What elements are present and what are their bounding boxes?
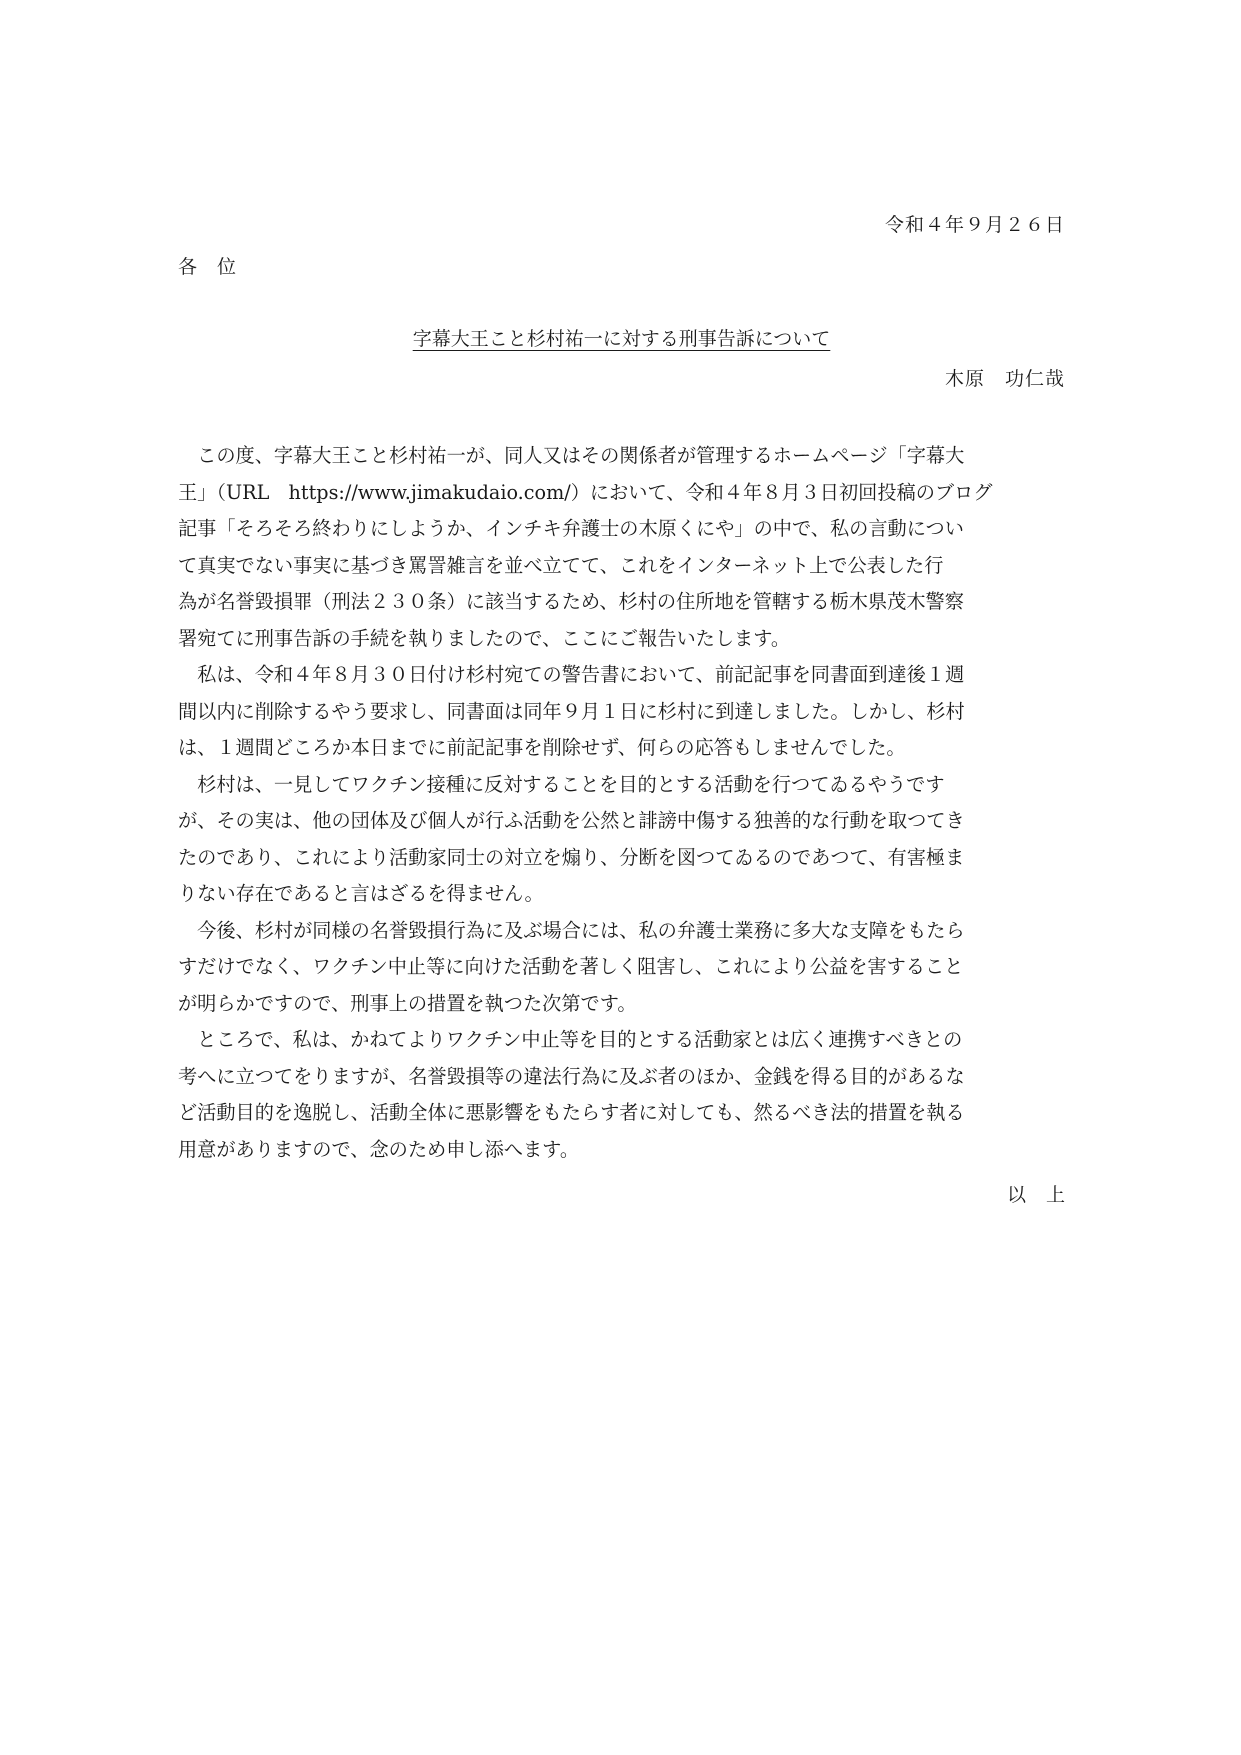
document-title <box>178 324 1065 351</box>
body-line: ところで、私は、かねてよりワクチン中止等を目的とする活動家とは広く連携すべきとの <box>178 1028 963 1051</box>
body-line: りない存在であると言はざるを得ません。 <box>178 882 544 905</box>
body-line: たのであり、これにより活動家同士の対立を煽り、分断を図つてゐるのであつて、有害極ま <box>178 845 965 869</box>
body-line: すだけでなく、ワクチン中止等に向けた活動を著しく阻害し、これにより公益を害すること <box>178 955 964 978</box>
document-body <box>178 438 1068 1168</box>
body-line: 署宛てに刑事告訴の手続を執りましたので、ここにご報告いたします。 <box>178 626 791 650</box>
body-line: ど活動目的を逸脱し、活動全体に悪影響をもたらす者に対しても、然るべき法的措置を執る <box>178 1101 965 1124</box>
body-line: 杉村は、一見してワクチン接種に反対することを目的とする活動を行つてゐるやうです <box>178 772 945 796</box>
body-line: 間以内に削除するやう要求し、同書面は同年９月１日に杉村に到達しました。しかし、杉村 <box>178 699 965 723</box>
body-line: は、１週間どころか本日までに前記記事を削除せず、何らの応答もしませんでした。 <box>178 736 906 759</box>
body-line: 用意がありますので、念のため申し添へます。 <box>178 1137 580 1161</box>
body-line: 考へに立つてをりますが、名誉毀損等の違法行為に及ぶ者のほか、金銭を得る目的があるな <box>178 1064 965 1088</box>
body-line: この度、字幕大王こと杉村祐一が、同人又はその関係者が管理するホームページ「字幕大 <box>178 444 965 467</box>
document-title-text: 字幕大王こと杉村祐一に対する刑事告訴について <box>412 328 831 350</box>
document-date: 令和４年９月２６日 <box>884 214 1065 236</box>
body-line: 今後、杉村が同様の名誉毀損行為に及ぶ場合には、私の弁護士業務に多大な支障をもたら <box>178 918 965 942</box>
closing-remark: 以上 <box>1006 1184 1085 1206</box>
body-line: 為が名誉毀損罪（刑法２３０条）に該当するため、杉村の住所地を管轄する栃木県茂木警察 <box>178 590 964 613</box>
body-line: が明らかですので、刑事上の措置を執つた次第です。 <box>178 991 637 1015</box>
body-line: が、その実は、他の団体及び個人が行ふ活動を公然と誹謗中傷する独善的な行動を取つてき <box>178 809 965 832</box>
body-line: 王」（URL https://www.jimakudaio.com/）において、令和４年８月３日初回投稿のブログ <box>178 480 993 504</box>
body-line: て真実でない事実に基づき罵詈雑言を並べ立てて、これをインターネット上で公表した行 <box>178 553 944 577</box>
body-line: 記事「そろそろ終わりにしようか、インチキ弁護士の木原くにや」の中で、私の言動につい <box>178 517 964 540</box>
addressee: 各位 <box>178 256 257 278</box>
author-name: 木原 功仁哉 <box>944 368 1065 390</box>
body-line: 私は、令和４年８月３０日付け杉村宛ての警告書において、前記記事を同書面到達後１週 <box>178 663 965 686</box>
